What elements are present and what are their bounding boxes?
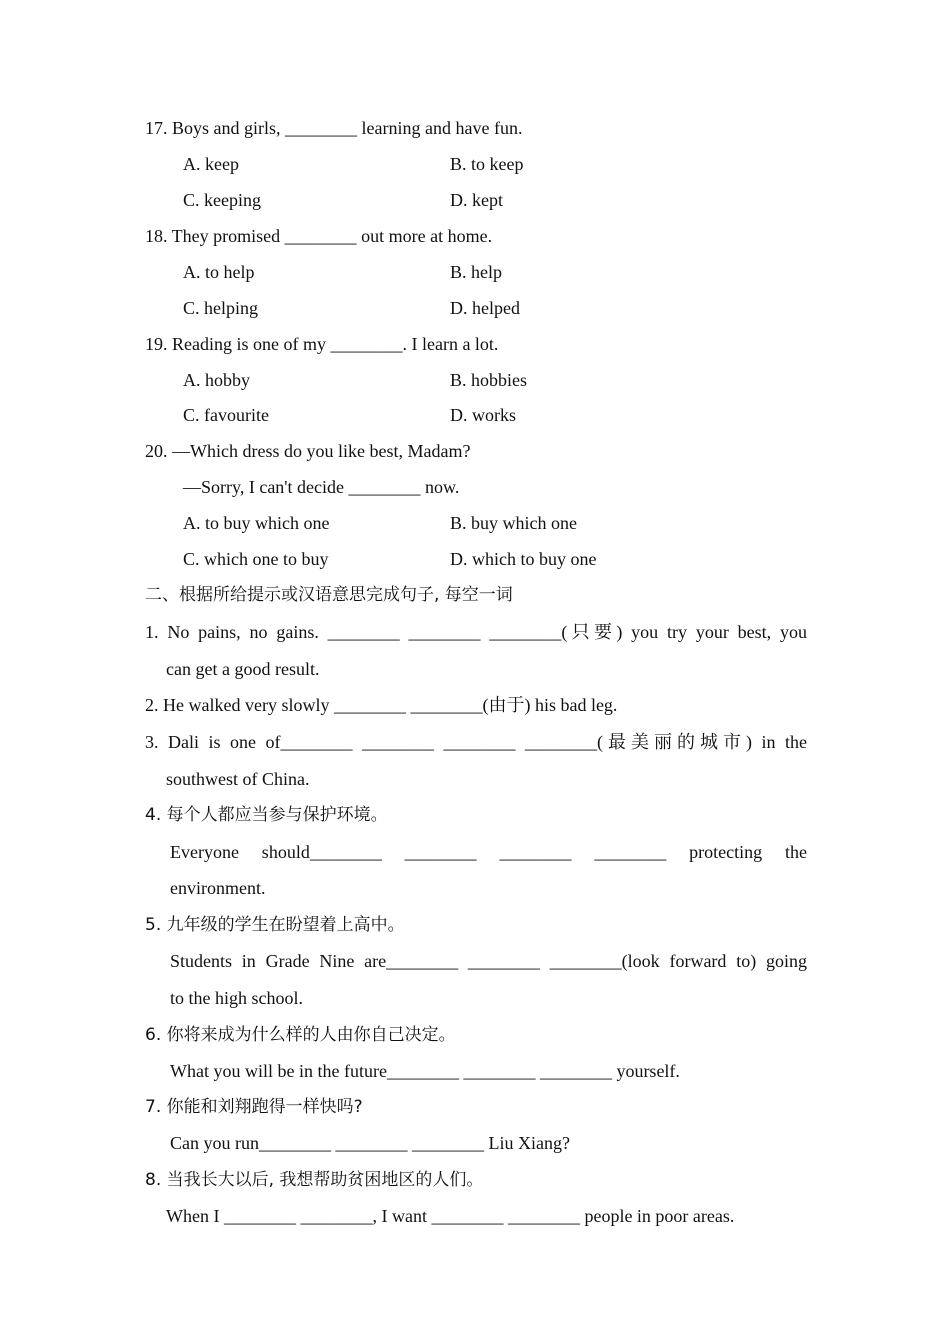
question-20-reply: —Sorry, I can't decide ________ now. [183,477,460,497]
question-20-option-b: B. buy which one [450,513,577,533]
question-19-option-c: C. favourite [183,405,269,425]
question-20-option-c: C. which one to buy [183,549,329,569]
question-18-option-c: C. helping [183,298,258,318]
question-18-stem: 18. They promised ________ out more at home. [145,226,493,246]
item-5-line-2: to the high school. [170,988,303,1008]
question-17-option-d: D. kept [450,190,503,210]
question-19-option-d: D. works [450,405,516,425]
item-3-line-1: 3. Dali is one of________ ________ ________ ________(最美丽的城市) in the [145,732,807,752]
item-5-line-1: Students in Grade Nine are________ ________ ________(look forward to) going [170,951,807,971]
item-1-line-1: 1. No pains, no gains. ________ ________ ________(只要) you try your best, you [145,622,807,642]
question-19-stem: 19. Reading is one of my ________. I learn a lot. [145,334,499,354]
item-4-line-2: environment. [170,878,266,898]
section-2-heading: 二、根据所给提示或汉语意思完成句子, 每空一词 [145,585,513,605]
item-7-prompt: 7. 你能和刘翔跑得一样快吗? [145,1097,363,1117]
question-20-stem: 20. —Which dress do you like best, Madam? [145,441,471,461]
item-8-line-1: When I ________ ________, I want ________ ________ people in poor areas. [166,1206,735,1226]
question-18-option-a: A. to help [183,262,255,282]
item-2-line-1: 2. He walked very slowly ________ ________(由于) his bad leg. [145,695,618,715]
question-17-option-b: B. to keep [450,154,524,174]
item-1-line-2: can get a good result. [166,659,320,679]
question-19-option-a: A. hobby [183,370,250,390]
question-20-option-d: D. which to buy one [450,549,597,569]
question-17-option-a: A. keep [183,154,239,174]
question-17-stem: 17. Boys and girls, ________ learning and have fun. [145,118,523,138]
item-4-prompt: 4. 每个人都应当参与保护环境。 [145,805,388,825]
item-4-line-1: Everyone should________ ________ ________ ________ protecting the [170,842,807,862]
question-18-option-b: B. help [450,262,502,282]
question-17-option-c: C. keeping [183,190,261,210]
question-20-option-a: A. to buy which one [183,513,330,533]
item-3-line-2: southwest of China. [166,769,310,789]
item-5-prompt: 5. 九年级的学生在盼望着上高中。 [145,915,405,935]
item-6-prompt: 6. 你将来成为什么样的人由你自己决定。 [145,1025,456,1045]
item-6-line-1: What you will be in the future________ ________ ________ yourself. [170,1061,680,1081]
item-8-prompt: 8. 当我长大以后, 我想帮助贫困地区的人们。 [145,1170,484,1190]
item-7-line-1: Can you run________ ________ ________ Liu Xiang? [170,1133,570,1153]
question-18-option-d: D. helped [450,298,520,318]
question-19-option-b: B. hobbies [450,370,528,390]
